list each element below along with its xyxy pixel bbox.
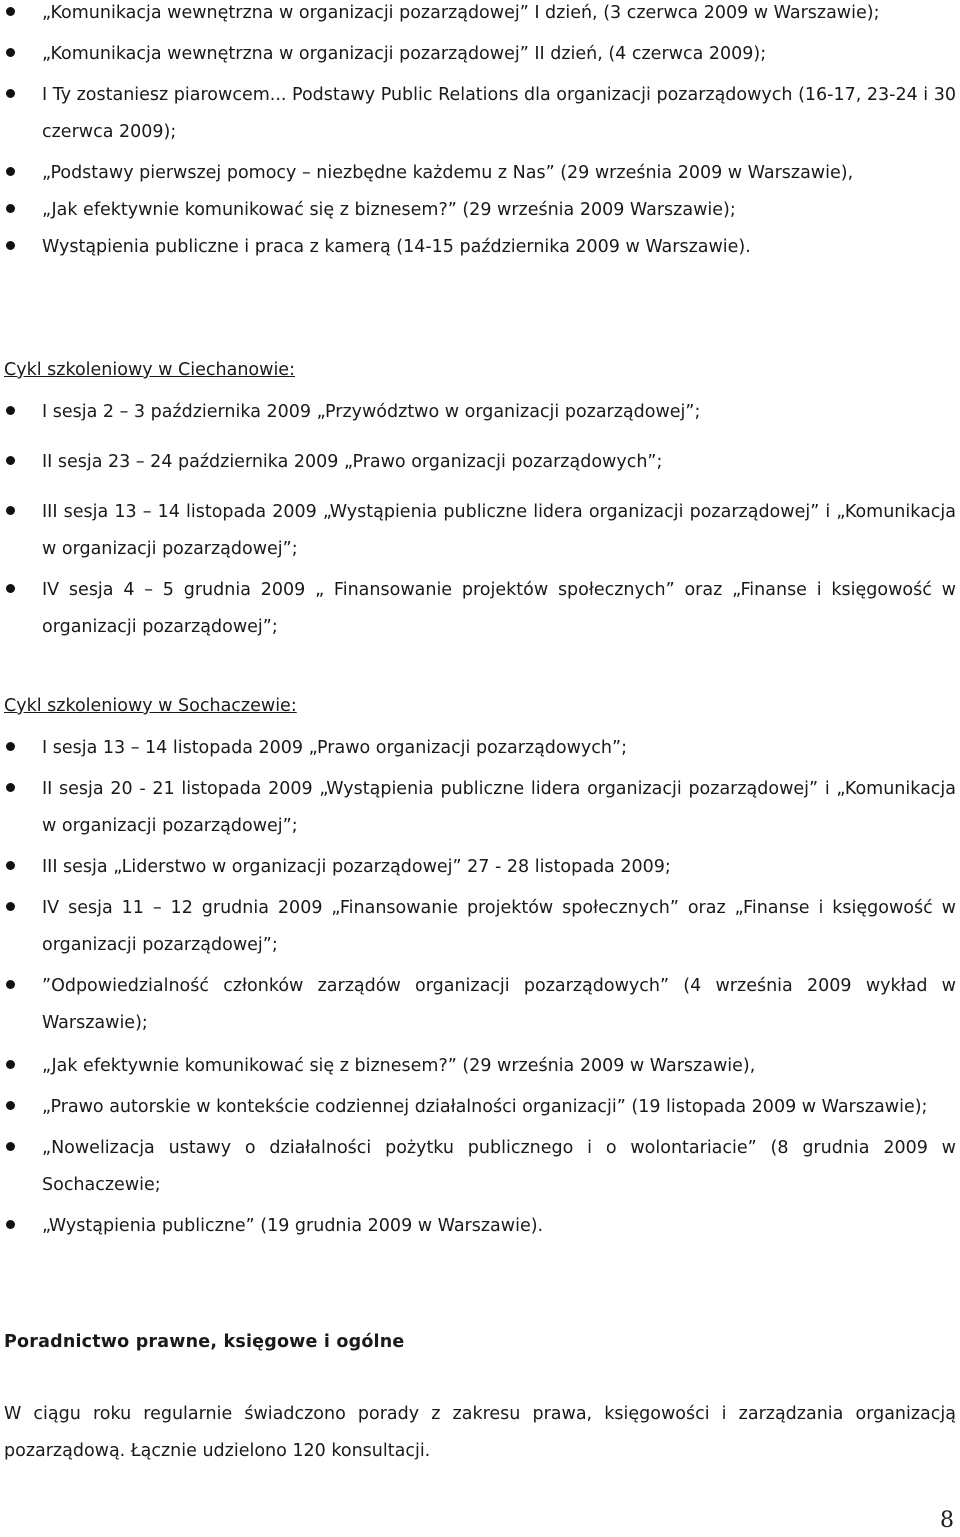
bullet-icon <box>6 1220 15 1229</box>
list-item: „Nowelizacja ustawy o działalności pożytku publicznego i o wolontariacie” (8 grudnia 2009 w Sochaczewie; <box>0 1130 956 1204</box>
list-item: „Prawo autorskie w kontekście codziennej działalności organizacji” (19 listopada 2009 w Warszawie); <box>0 1089 956 1126</box>
section-heading-ciechanow: Cykl szkoleniowy w Ciechanowie: <box>4 360 295 380</box>
list-item: III sesja „Liderstwo w organizacji pozarządowej” 27 - 28 listopada 2009; <box>0 849 956 886</box>
list-item: „Komunikacja wewnętrzna w organizacji pozarządowej” I dzień, (3 czerwca 2009 w Warszawie); <box>0 0 956 32</box>
bullet-icon <box>6 1101 15 1110</box>
bullet-icon <box>6 7 15 16</box>
bullet-icon <box>6 167 15 176</box>
list-item: „Komunikacja wewnętrzna w organizacji pozarządowej” II dzień, (4 czerwca 2009); <box>0 36 956 73</box>
page-number: 8 <box>940 1508 954 1533</box>
section-heading-sochaczew: Cykl szkoleniowy w Sochaczewie: <box>4 696 297 716</box>
bullet-icon <box>6 204 15 213</box>
list-item: I sesja 13 – 14 listopada 2009 „Prawo organizacji pozarządowych”; <box>0 730 956 767</box>
bullet-icon <box>6 980 15 989</box>
list-item: IV sesja 11 – 12 grudnia 2009 „Finansowanie projektów społecznych” oraz „Finanse i księgowość w organizacji pozarządowej”; <box>0 890 956 964</box>
bullet-icon <box>6 584 15 593</box>
list-item: I Ty zostaniesz piarowcem... Podstawy Public Relations dla organizacji pozarządowych (16-17, 23-24 i 30 czerwca 2009); <box>0 77 956 151</box>
training-list-ciechanow <box>0 394 956 646</box>
bullet-icon <box>6 1060 15 1069</box>
section-heading-advice: Poradnictwo prawne, księgowe i ogólne <box>4 1332 405 1352</box>
list-item: „Wystąpienia publiczne” (19 grudnia 2009 w Warszawie). <box>0 1208 956 1245</box>
list-item: Wystąpienia publiczne i praca z kamerą (14-15 października 2009 w Warszawie). <box>0 229 956 266</box>
bullet-icon <box>6 456 15 465</box>
list-item: „Podstawy pierwszej pomocy – niezbędne każdemu z Nas” (29 września 2009 w Warszawie), <box>0 155 956 192</box>
list-item: I sesja 2 – 3 października 2009 „Przywództwo w organizacji pozarządowej”; <box>0 394 956 431</box>
list-item: III sesja 13 – 14 listopada 2009 „Wystąpienia publiczne lidera organizacji pozarządowej” i „Komunikacja w organizacji pozarządowej”; <box>0 494 956 568</box>
list-item: „Jak efektywnie komunikować się z biznesem?” (29 września 2009 Warszawie); <box>0 192 956 229</box>
list-item: II sesja 23 – 24 października 2009 „Prawo organizacji pozarządowych”; <box>0 444 956 481</box>
training-list-sochaczew <box>0 730 956 1245</box>
training-list-warsaw <box>0 0 956 266</box>
list-item: „Jak efektywnie komunikować się z biznesem?” (29 września 2009 w Warszawie), <box>0 1048 956 1085</box>
bullet-icon <box>6 89 15 98</box>
list-item: II sesja 20 - 21 listopada 2009 „Wystąpienia publiczne lidera organizacji pozarządowej” i „Komunikacja w organizacji pozarządowej”; <box>0 771 956 845</box>
list-item: IV sesja 4 – 5 grudnia 2009 „ Finansowanie projektów społecznych” oraz „Finanse i księgowość w organizacji pozarządowej”; <box>0 572 956 646</box>
bullet-icon <box>6 506 15 515</box>
bullet-icon <box>6 1142 15 1151</box>
bullet-icon <box>6 902 15 911</box>
bullet-icon <box>6 406 15 415</box>
bullet-icon <box>6 48 15 57</box>
bullet-icon <box>6 861 15 870</box>
list-item: ”Odpowiedzialność członków zarządów organizacji pozarządowych” (4 września 2009 wykład w Warszawie); <box>0 968 956 1042</box>
advice-paragraph: W ciągu roku regularnie świadczono porady z zakresu prawa, księgowości i zarządzania organizacją pozarządową. Łącznie udzielono 120 konsultacji. <box>4 1404 956 1461</box>
bullet-icon <box>6 742 15 751</box>
bullet-icon <box>6 783 15 792</box>
bullet-icon <box>6 241 15 250</box>
